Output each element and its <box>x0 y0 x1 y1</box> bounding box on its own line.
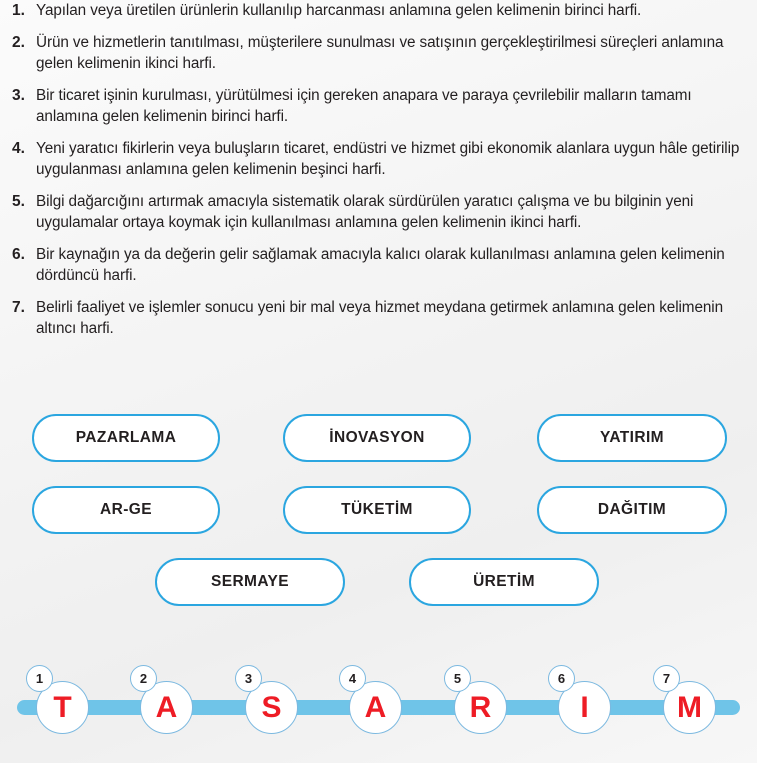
word-pill-tuketim[interactable] <box>283 486 471 534</box>
chain-node-5[interactable] <box>453 671 507 734</box>
word-pill-uretim[interactable] <box>409 558 599 606</box>
question-number: 3. <box>12 86 25 104</box>
list-item <box>0 191 757 234</box>
question-text: Bilgi dağarcığını artırmak amacıyla sistematik olarak sürdürülen yaratıcı çalışma ve bu bilginin yeni uygulamalar ortaya koymak için kullanılması anlamına gelen kelimenin ikinci harfi. <box>36 192 694 231</box>
chain-node-4[interactable] <box>348 671 402 734</box>
word-pill-yatirim[interactable] <box>537 414 727 462</box>
word-pill-sermaye[interactable] <box>155 558 345 606</box>
question-number: 5. <box>12 192 25 210</box>
chain-number: 2 <box>139 671 148 686</box>
chain-number: 4 <box>348 671 357 686</box>
word-pill-label: AR-GE <box>100 501 152 518</box>
list-item <box>0 85 757 128</box>
question-text: Ürün ve hizmetlerin tanıtılması, müşterilere sunulması ve satışının gerçekleştirilmesi süreçleri anlamına gelen kelimenin ikinci harfi. <box>36 33 724 72</box>
chain-number-badge <box>130 665 157 692</box>
chain-node-1[interactable] <box>35 671 89 734</box>
question-number: 6. <box>12 245 25 263</box>
chain-number-badge <box>548 665 575 692</box>
word-pill-inovasyon[interactable] <box>283 414 471 462</box>
chain-number: 1 <box>35 671 44 686</box>
chain-node-6[interactable] <box>557 671 611 734</box>
chain-letter: M <box>677 690 702 724</box>
chain-number-badge <box>444 665 471 692</box>
chain-letter: A <box>155 690 178 724</box>
word-pill-ar-ge[interactable] <box>32 486 220 534</box>
list-item <box>0 32 757 75</box>
chain-number: 6 <box>557 671 566 686</box>
chain-number: 7 <box>662 671 671 686</box>
word-pill-dagitim[interactable] <box>537 486 727 534</box>
chain-number-badge <box>339 665 366 692</box>
list-item <box>0 138 757 181</box>
chain-node-2[interactable] <box>139 671 193 734</box>
chain-number: 5 <box>453 671 462 686</box>
word-pill-label: DAĞITIM <box>597 501 667 518</box>
list-item <box>0 0 757 22</box>
chain-letter: R <box>469 690 492 724</box>
word-pill-label: SERMAYE <box>210 573 290 590</box>
chain-number: 3 <box>244 671 253 686</box>
question-number: 4. <box>12 139 25 157</box>
question-text: Belirli faaliyet ve işlemler sonucu yeni bir mal veya hizmet meydana getirmek anlamına gelen kelimenin altıncı harfi. <box>36 298 723 337</box>
chain-letter: S <box>261 690 282 724</box>
word-pill-label: ÜRETİM <box>473 573 535 590</box>
chain-number-badge <box>653 665 680 692</box>
word-pill-label: YATIRIM <box>600 429 664 446</box>
question-number: 2. <box>12 33 25 51</box>
question-text: Bir kaynağın ya da değerin gelir sağlamak amacıyla kalıcı olarak kullanılması anlamına gelen kelimenin dördüncü harfi. <box>36 245 725 284</box>
chain-letter: A <box>364 690 387 724</box>
questions-list <box>0 0 757 350</box>
list-item <box>0 297 757 340</box>
word-bank <box>0 406 757 606</box>
chain-letter: T <box>53 690 72 724</box>
chain-node-7[interactable] <box>662 671 716 734</box>
question-text: Yapılan veya üretilen ürünlerin kullanılıp harcanması anlamına gelen kelimenin birinci harfi. <box>36 2 642 19</box>
chain-letter: I <box>580 690 589 724</box>
question-text: Bir ticaret işinin kurulması, yürütülmesi için gereken anapara ve paraya çevrilebilir malların tamamı anlamına gelen kelimenin birinci harfi. <box>36 86 692 125</box>
chain-number-badge <box>26 665 53 692</box>
question-number: 7. <box>12 298 25 316</box>
word-pill-label: TÜKETİM <box>341 501 413 518</box>
word-pill-label: PAZARLAMA <box>75 429 177 446</box>
letter-chain <box>0 648 757 763</box>
chain-number-badge <box>235 665 262 692</box>
word-pill-pazarlama[interactable] <box>32 414 220 462</box>
question-number: 1. <box>12 2 25 19</box>
chain-node-3[interactable] <box>244 671 298 734</box>
question-text: Yeni yaratıcı fikirlerin veya buluşların ticaret, endüstri ve hizmet gibi ekonomik alanlara uygun hâle getirilip uygulanması anlamına gelen kelimenin beşinci harfi. <box>36 139 740 178</box>
list-item <box>0 244 757 287</box>
word-pill-label: İNOVASYON <box>329 429 425 446</box>
